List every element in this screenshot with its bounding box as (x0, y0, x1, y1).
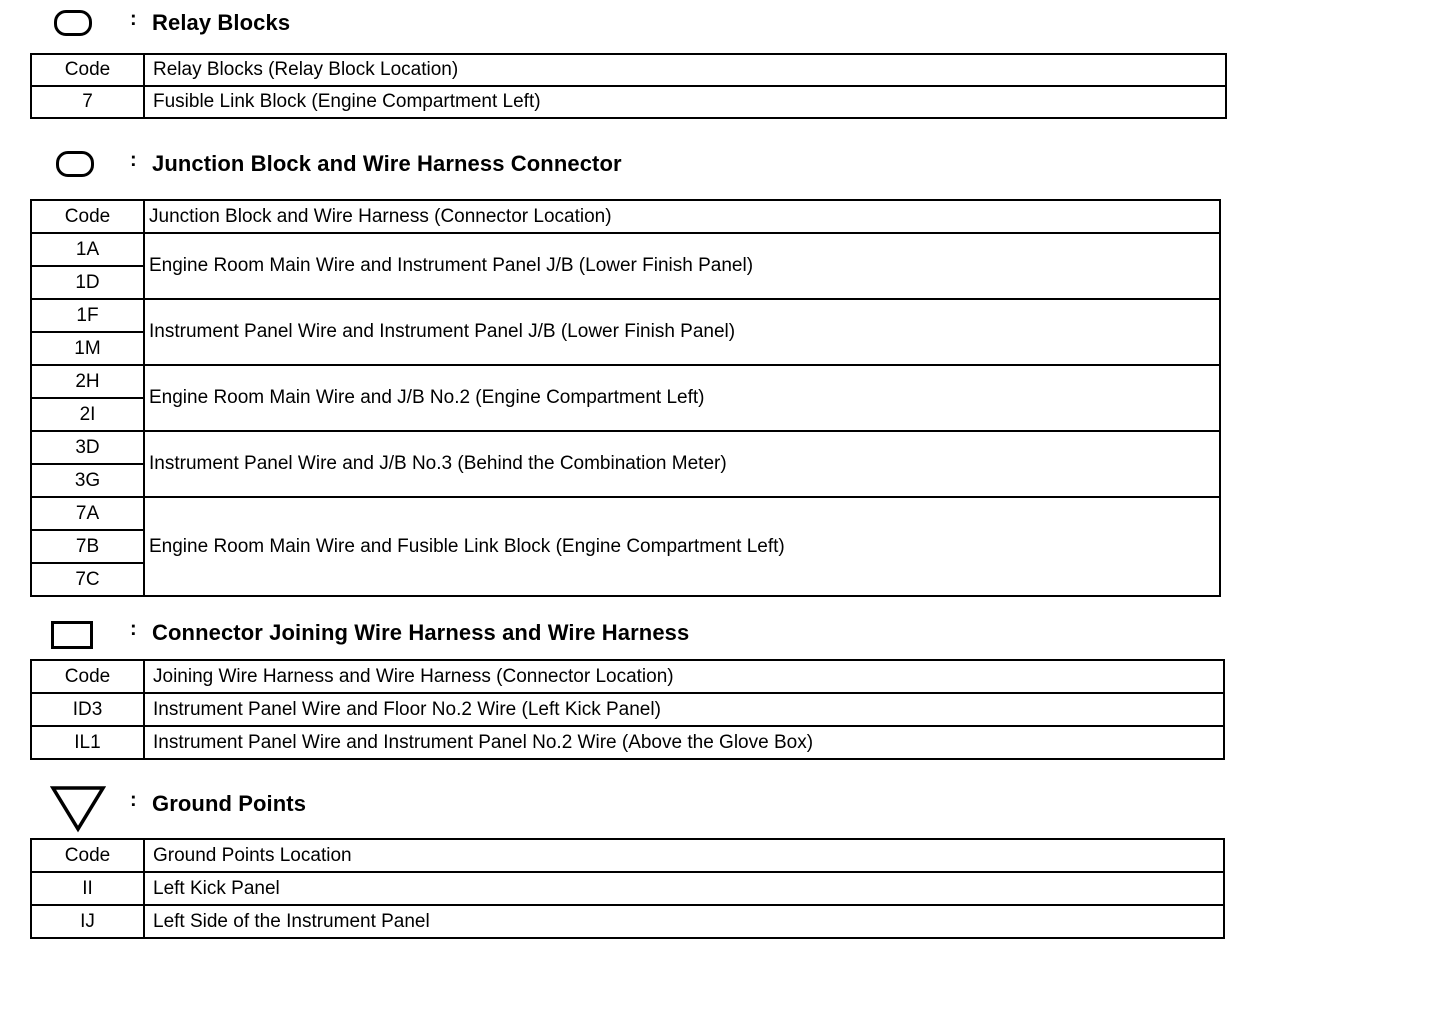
location-header: Junction Block and Wire Harness (Connector Location) (144, 200, 1220, 233)
connector-joining-table (30, 659, 1225, 760)
relay-block-symbol-icon (54, 10, 92, 36)
code-header: Code (31, 660, 144, 693)
code-cell: IJ (31, 905, 144, 938)
table-header-row (31, 839, 1224, 872)
code-cell: 1F (31, 299, 144, 332)
table-row (31, 872, 1224, 905)
table-row (31, 905, 1224, 938)
code-cell: 1M (31, 332, 144, 365)
location-cell: Instrument Panel Wire and Instrument Panel No.2 Wire (Above the Glove Box) (144, 726, 1224, 759)
table-row (31, 299, 1220, 332)
code-cell: ID3 (31, 693, 144, 726)
location-header: Joining Wire Harness and Wire Harness (Connector Location) (144, 660, 1224, 693)
code-cell: II (31, 872, 144, 905)
table-row (31, 431, 1220, 464)
location-cell: Instrument Panel Wire and J/B No.3 (Behind the Combination Meter) (144, 431, 1220, 497)
location-header: Ground Points Location (144, 839, 1224, 872)
relay-blocks-table (30, 53, 1227, 119)
junction-block-symbol-icon (56, 151, 94, 177)
junction-block-heading (0, 145, 1300, 185)
code-cell: 2I (31, 398, 144, 431)
location-cell: Fusible Link Block (Engine Compartment Left) (144, 86, 1226, 118)
ground-points-heading (0, 785, 1300, 825)
code-cell: 7B (31, 530, 144, 563)
table-header-row (31, 200, 1220, 233)
connector-joining-title: Connector Joining Wire Harness and Wire Harness (152, 620, 690, 645)
table-header-row (31, 54, 1226, 86)
table-row (31, 693, 1224, 726)
junction-block-title: Junction Block and Wire Harness Connector (152, 151, 622, 176)
code-cell: 7C (31, 563, 144, 596)
location-cell: Left Kick Panel (144, 872, 1224, 905)
ground-points-table (30, 838, 1225, 939)
code-cell: 1A (31, 233, 144, 266)
code-cell: 3G (31, 464, 144, 497)
location-cell: Instrument Panel Wire and Instrument Panel J/B (Lower Finish Panel) (144, 299, 1220, 365)
junction-colon: : (130, 149, 137, 171)
code-header: Code (31, 839, 144, 872)
code-cell: 2H (31, 365, 144, 398)
location-cell: Engine Room Main Wire and J/B No.2 (Engine Compartment Left) (144, 365, 1220, 431)
ground-points-title: Ground Points (152, 791, 307, 816)
relay-blocks-heading (0, 4, 1300, 44)
code-header: Code (31, 200, 144, 233)
connector-joining-heading (0, 614, 1300, 654)
code-header: Code (31, 54, 144, 86)
table-header-row (31, 660, 1224, 693)
location-cell: Engine Room Main Wire and Instrument Panel J/B (Lower Finish Panel) (144, 233, 1220, 299)
connector-symbol-icon (51, 621, 93, 649)
table-row (31, 726, 1224, 759)
relay-colon: : (130, 8, 137, 30)
code-cell: 1D (31, 266, 144, 299)
table-row (31, 365, 1220, 398)
location-cell: Instrument Panel Wire and Floor No.2 Wire (Left Kick Panel) (144, 693, 1224, 726)
ground-point-triangle-icon (50, 785, 106, 833)
junction-block-table (30, 199, 1221, 597)
table-row (31, 233, 1220, 266)
table-row (31, 86, 1226, 118)
ground-colon: : (130, 789, 137, 811)
location-cell: Engine Room Main Wire and Fusible Link Block (Engine Compartment Left) (144, 497, 1220, 596)
code-cell: 7A (31, 497, 144, 530)
location-header: Relay Blocks (Relay Block Location) (144, 54, 1226, 86)
code-cell: IL1 (31, 726, 144, 759)
relay-blocks-title: Relay Blocks (152, 10, 291, 35)
location-cell: Left Side of the Instrument Panel (144, 905, 1224, 938)
code-cell: 7 (31, 86, 144, 118)
code-cell: 3D (31, 431, 144, 464)
connector-colon: : (130, 618, 137, 640)
table-row (31, 497, 1220, 530)
